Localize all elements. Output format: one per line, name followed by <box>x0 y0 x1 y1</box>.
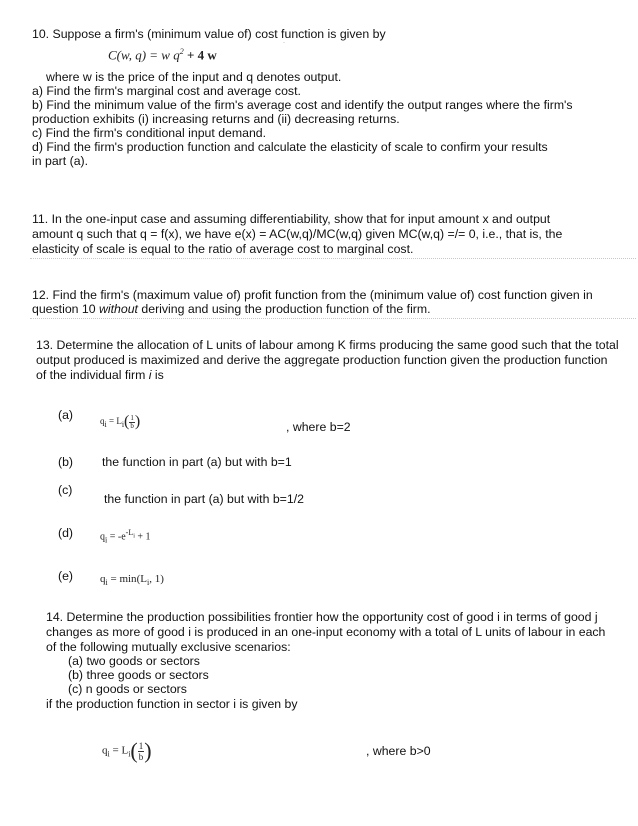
q11-line2: amount q such that q = f(x), we have e(x) = AC(w,q)/MC(w,q) given MC(w,q) =/= 0, i.e., that is, the <box>32 227 563 241</box>
q14-line2: changes as more of good i is produced in an one-input economy with a total of L units of labour in each <box>46 625 606 639</box>
q13-label-d: (d) <box>58 526 74 540</box>
q10-cost-formula: C(w, q) = w $q^2 + 4$ w <box>108 47 217 63</box>
q10-part-b-line2: production exhibits (i) increasing returns and (ii) decreasing returns. <box>32 112 400 126</box>
q10-after-text: where w is the price of the input and q denotes output. <box>46 70 342 84</box>
separator <box>30 318 636 319</box>
q14-production-formula: $q_i = L_i$( $\frac{1}{b}$ ) <box>102 738 152 763</box>
q12-line2: question 10 without deriving and using the production function of the firm. <box>32 302 431 316</box>
q13-label-e: (e) <box>58 569 74 583</box>
q13-text-c: the function in part (a) but with b=1/2 <box>104 492 304 506</box>
q13-formula-d: $q_i = -e^{-L_i} + 1$ <box>100 528 151 545</box>
q10-intro: 10. Suppose a firm's (minimum value of) cost function is given by <box>32 27 386 41</box>
q10-part-b-line1: b) Find the minimum value of the firm's average cost and identify the output ranges where the firm's <box>32 98 573 112</box>
q13-line2: output produced is maximized and derive the aggregate production function given the production function <box>36 353 608 367</box>
q14-line3: of the following mutually exclusive scenarios: <box>46 640 291 654</box>
q14-line1: 14. Determine the production possibilities frontier how the opportunity cost of good i in terms of good j <box>46 610 598 624</box>
separator <box>30 258 636 259</box>
q13-formula-e: $q_i = \min(L_i$, 1) <box>100 573 164 588</box>
q14-line4: if the production function in sector i is given by <box>46 697 298 711</box>
q14-scenario-c: (c) n goods or sectors <box>68 682 187 696</box>
stray-dot: · <box>283 40 285 46</box>
q11-line3: elasticity of scale is equal to the ratio of average cost to marginal cost. <box>32 242 414 256</box>
q14-scenario-a: (a) two goods or sectors <box>68 654 200 668</box>
q14-scenario-b: (b) three goods or sectors <box>68 668 209 682</box>
q13-label-c: (c) <box>58 483 73 497</box>
q13-note-a: , where b=2 <box>286 420 351 434</box>
q10-part-c: c) Find the firm's conditional input demand. <box>32 126 267 140</box>
q13-formula-a: $q_i = L_i$( $\frac{1}{b}$ ) <box>100 413 141 430</box>
q10-part-d-line1: d) Find the firm's production function and calculate the elasticity of scale to confirm your results <box>32 140 548 154</box>
q10-part-a: a) Find the firm's marginal cost and average cost. <box>32 84 301 98</box>
q13-line1: 13. Determine the allocation of L units of labour among K firms producing the same good such that the total <box>36 338 619 352</box>
q11-line1: 11. In the one-input case and assuming differentiability, show that for input amount x and output <box>32 212 551 226</box>
q13-label-b: (b) <box>58 455 74 469</box>
q13-text-b: the function in part (a) but with b=1 <box>102 455 292 469</box>
q12-line1: 12. Find the firm's (maximum value of) profit function from the (minimum value of) cost function given in <box>32 288 593 302</box>
q13-label-a: (a) <box>58 408 74 422</box>
q10-part-d-line2: in part (a). <box>32 154 89 168</box>
q13-line3: of the individual firm i is <box>36 368 164 382</box>
q14-note: , where b>0 <box>366 744 431 758</box>
